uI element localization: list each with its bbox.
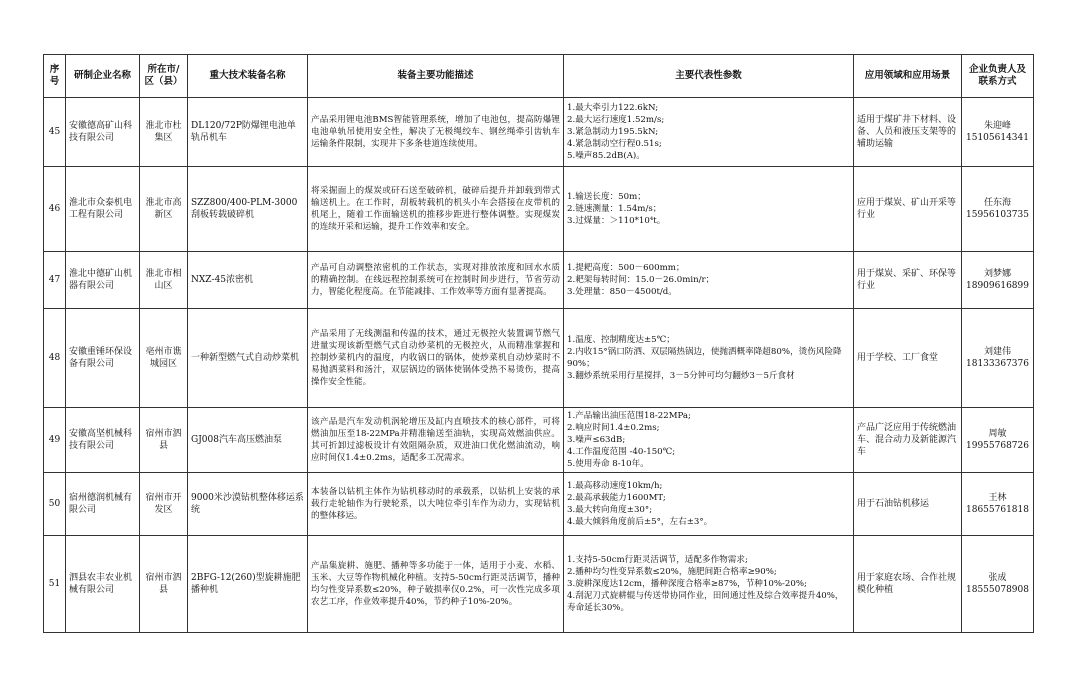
cell-params: 1.产品输出油压范围18-22MPa; 2.响应时间1.4±0.2ms; 3.噪声≤63dB; 4.工作温度范围 -40-150℃; 5.使用寿命 8-10年。 — [567, 411, 691, 469]
cell-equipment: SZZ800/400-PLM-3000刮板转载破碎机 — [188, 167, 308, 252]
cell-params: 1.输送长度：50m； 2.链速测量：1.54m/s； 3.过煤量：＞110*10⁴t。 — [567, 192, 666, 226]
table-row — [44, 309, 1034, 408]
cell-application: 用于学校、工厂食堂 — [854, 309, 962, 408]
cell-contact — [962, 252, 1034, 309]
contact-phone: 15956103735 — [966, 210, 1029, 220]
header-contact: 企业负责人及联系方式 — [962, 55, 1034, 98]
cell-location: 宿州市泗县 — [140, 408, 188, 473]
cell-company: 安徽高坚机械科技有限公司 — [66, 408, 140, 473]
cell-function: 该产品是汽车发动机涡轮增压及缸内直喷技术的核心部件，可将燃油加压至18-22MPa并精准输送至油轨，实现高效燃油供应。其可折卸过滤板设计有效阻隔杂质，双进油口优化燃油流动，响应时间仅1.4±0.2ms，适配多工况需求。 — [308, 408, 564, 473]
cell-application: 适用于煤矿井下材料、设备、人员和液压支架等的辅助运输 — [854, 98, 962, 167]
header-function: 装备主要功能描述 — [308, 55, 564, 98]
cell-application: 应用于煤炭、矿山开采等行业 — [854, 167, 962, 252]
cell-company: 安徽德高矿山科技有限公司 — [66, 98, 140, 167]
cell-contact — [962, 536, 1034, 633]
cell-equipment: GJ008汽车高压燃油泵 — [188, 408, 308, 473]
header-company: 研制企业名称 — [66, 55, 140, 98]
cell-params: 1.提耙高度：500－600mm； 2.耙架每转时间：15.0－26.0min/r； 3.处理量：850－4500t/d。 — [567, 263, 715, 297]
cell-application: 产品广泛应用于传统燃油车、混合动力及新能源汽车 — [854, 408, 962, 473]
contact-name: 周敏 — [988, 429, 1007, 439]
cell-function: 产品采用了无线测温和传温的技术，通过无极控火装置调节燃气进量实现该新型燃气式自动炒菜机的无极控火，从而精准掌握和控制炒菜机内的温度，内收锅口的锅体，使炒菜机自动炒菜时不易抛洒菜料和汤汁，双层锅边的锅体使锅体受热不易烫伤，提高操作安全性能。 — [308, 309, 564, 408]
cell-location: 宿州市泗县 — [140, 536, 188, 633]
cell-equipment: NXZ-45浓密机 — [188, 252, 308, 309]
cell-seq: 51 — [44, 536, 66, 633]
cell-company: 安徽重锤环保设备有限公司 — [66, 309, 140, 408]
table-row — [44, 98, 1034, 167]
table-row — [44, 473, 1034, 536]
contact-phone: 18133367376 — [966, 359, 1029, 369]
contact-name: 任东海 — [983, 198, 1011, 208]
cell-contact — [962, 309, 1034, 408]
cell-company: 泗县农丰农业机械有限公司 — [66, 536, 140, 633]
contact-phone: 18555078908 — [966, 585, 1029, 595]
header-row — [44, 55, 1034, 98]
cell-contact — [962, 167, 1034, 252]
contact-name: 朱迎峰 — [983, 121, 1011, 131]
cell-application: 用于煤炭、采矿、环保等行业 — [854, 252, 962, 309]
cell-function: 本装备以钻机主体作为钻机移动时的承载系，以钻机上安装的承载行走轮轴作为行驶轮系，以大吨位牵引车作为动力，实现钻机的整体移运。 — [308, 473, 564, 536]
table-row — [44, 167, 1034, 252]
cell-equipment: 2BFG-12(260)型旋耕施肥播种机 — [188, 536, 308, 633]
cell-seq: 49 — [44, 408, 66, 473]
cell-params: 1.支持5-50cm行距灵活调节，适配多作物需求; 2.播种均匀性变异系数≤20%，施肥间距合格率≥90%; 3.旋耕深度达12cm，播种深度合格率≥87%，节种10%-20%; 4.刮泥刀式旋耕辊与传送带协同作业，田间通过性及综合效率提升40%，寿命延长30%。 — [567, 555, 844, 613]
cell-equipment: DL120/72P防爆锂电池单轨吊机车 — [188, 98, 308, 167]
cell-contact — [962, 98, 1034, 167]
contact-phone: 18909616899 — [966, 281, 1029, 291]
cell-function: 将采掘面上的煤炭或矸石送至破碎机，破碎后提升并卸载到带式输送机上。在工作时，刮板转载机的机头小车会搭接在皮带机的机尾上，随着工作面输送机的推移步距进行整体调整。实现煤炭的连续开采和运输，提升工作效率和安全。 — [308, 167, 564, 252]
contact-name: 张成 — [988, 573, 1007, 583]
cell-params: 1.最大牵引力122.6kN; 2.最大运行速度1.52m/s; 3.紧急制动力195.5kN; 4.紧急制动空行程0.51s; 5.噪声85.2dB(A)。 — [567, 103, 665, 161]
header-location: 所在市/区（县） — [140, 55, 188, 98]
equipment-table — [43, 54, 1034, 633]
cell-function: 产品可自动调整浓密机的工作状态，实现对排放浓度和回水水质的精确控制。在线远程控制系统可在控制时间步进行，节省劳动力，智能化程度高。在节能减排、工作效率等方面有显著提高。 — [308, 252, 564, 309]
header-equipment: 重大技术装备名称 — [188, 55, 308, 98]
cell-company: 淮北市众泰机电工程有限公司 — [66, 167, 140, 252]
cell-params: 1.温度、控制精度达±5℃； 2.内收15°锅口防洒、双层隔热锅边，使抛洒概率降超80%，烫伤风险降90%； 3.翻炒系统采用行星搅拌，3－5分钟可均匀翻炒3－5斤食材 — [567, 335, 842, 381]
cell-contact — [962, 408, 1034, 473]
cell-seq: 50 — [44, 473, 66, 536]
contact-name: 刘建伟 — [983, 347, 1011, 357]
cell-location: 亳州市谯城园区 — [140, 309, 188, 408]
cell-company: 淮北中德矿山机器有限公司 — [66, 252, 140, 309]
cell-function: 产品采用锂电池BMS智能管理系统，增加了电池包，提高防爆锂电池单轨吊使用安全性，解决了无极绳绞车、钢丝绳牵引齿轨车运输条件限制，实现井下多条巷道连续使用。 — [308, 98, 564, 167]
cell-location: 淮北市高新区 — [140, 167, 188, 252]
cell-params: 1.最高移动速度10km/h; 2.最高承载能力1600MT; 3.最大转向角度±30°; 4.最大倾斜角度前后±5°，左右±3°。 — [567, 481, 713, 527]
cell-contact — [962, 473, 1034, 536]
cell-company: 宿州德润机械有限公司 — [66, 473, 140, 536]
table-row — [44, 252, 1034, 309]
cell-seq: 46 — [44, 167, 66, 252]
contact-name: 刘梦娜 — [983, 269, 1011, 279]
contact-phone: 18655761818 — [966, 505, 1029, 515]
cell-application: 用于石油钻机移运 — [854, 473, 962, 536]
contact-phone: 19955768726 — [966, 441, 1029, 451]
cell-application: 用于家庭农场、合作社规模化种植 — [854, 536, 962, 633]
table-row — [44, 408, 1034, 473]
cell-seq: 45 — [44, 98, 66, 167]
cell-location: 淮北市相山区 — [140, 252, 188, 309]
cell-seq: 48 — [44, 309, 66, 408]
cell-equipment: 9000米沙漠钻机整体移运系统 — [188, 473, 308, 536]
contact-name: 王林 — [988, 493, 1007, 503]
cell-location: 淮北市杜集区 — [140, 98, 188, 167]
cell-function: 产品集旋耕、施肥、播种等多功能于一体，适用于小麦、水稻、玉米、大豆等作物机械化种植。支持5-50cm行距灵活调节，播种均匀性变异系数≤20%，种子破损率仅0.2%，可一次性完成多项农艺工序，作业效率提升40%，节约种子10%-20%。 — [308, 536, 564, 633]
cell-location: 宿州市开发区 — [140, 473, 188, 536]
cell-seq: 47 — [44, 252, 66, 309]
table-row — [44, 536, 1034, 633]
cell-equipment: 一种新型燃气式自动炒菜机 — [188, 309, 308, 408]
header-seq: 序号 — [44, 55, 66, 98]
contact-phone: 15105614341 — [966, 133, 1029, 143]
header-params: 主要代表性参数 — [564, 55, 854, 98]
header-application: 应用领域和应用场景 — [854, 55, 962, 98]
